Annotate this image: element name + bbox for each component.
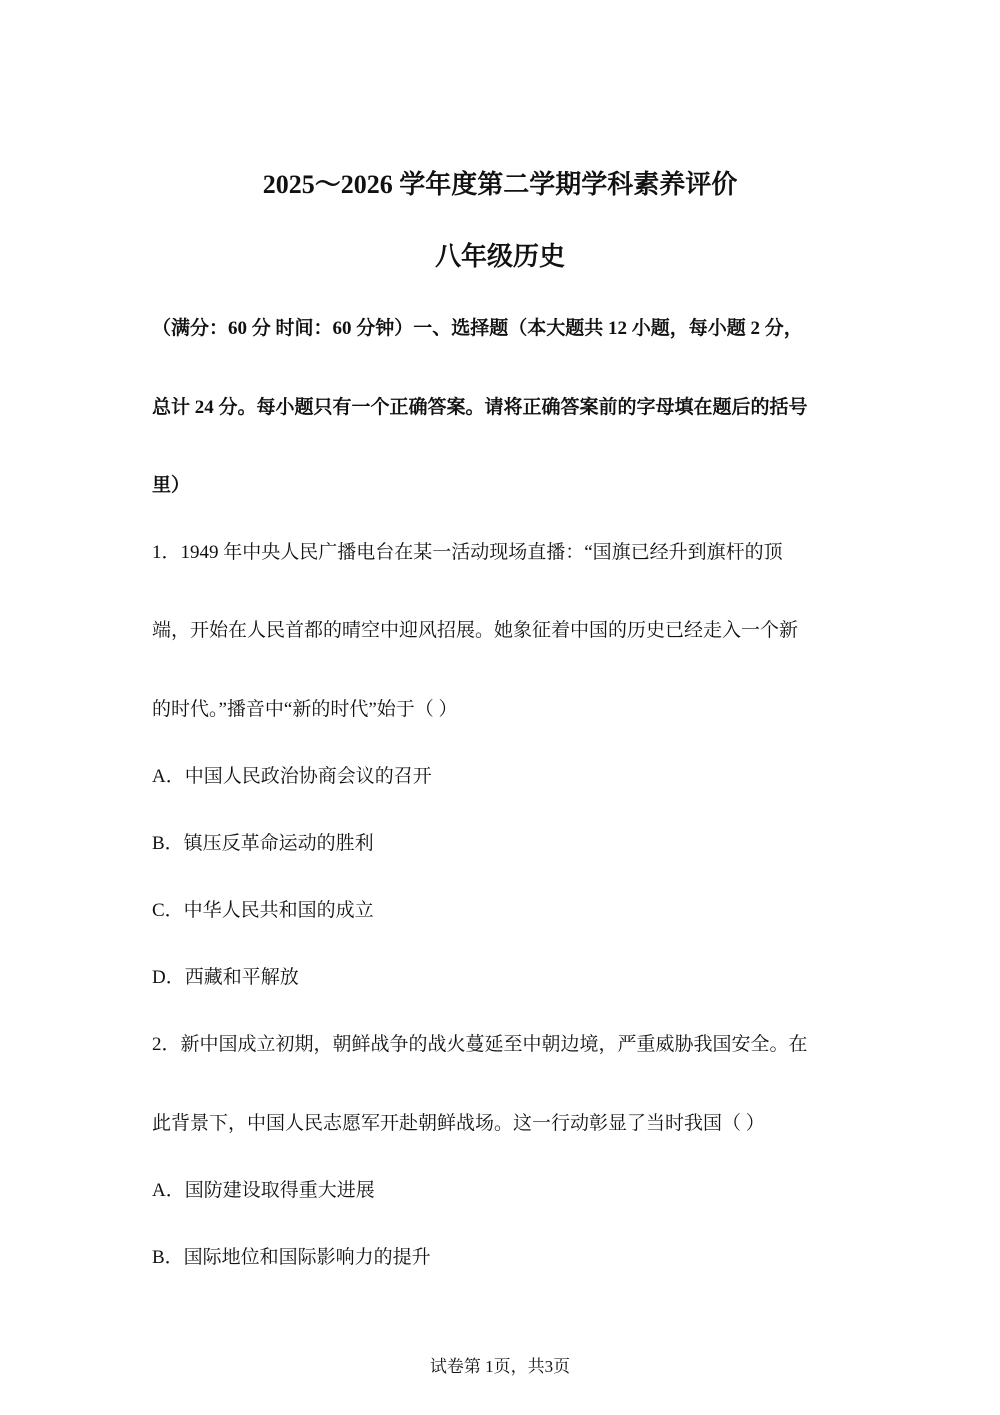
question-1-option-d: D．西藏和平解放 — [152, 967, 299, 988]
question-1-stem-line: 的时代。”播音中“新的时代”始于（ ） — [152, 699, 458, 720]
question-1-option-a: A．中国人民政治协商会议的召开 — [152, 766, 432, 787]
exam-title: 2025～2026 学年度第二学期学科素养评价 — [262, 170, 738, 199]
question-1-option-b: B．镇压反革命运动的胜利 — [152, 833, 374, 854]
page-footer: 试卷第 1页，共3页 — [429, 1357, 571, 1376]
question-2-stem-line: 此背景下，中国人民志愿军开赴朝鲜战场。这一行动彰显了当时我国（ ） — [152, 1113, 765, 1134]
exam-subtitle: 八年级历史 — [434, 242, 565, 271]
instructions-line: 里） — [152, 475, 191, 496]
question-1-stem-line: 端，开始在人民首都的晴空中迎风招展。她象征着中国的历史已经走入一个新 — [152, 620, 799, 641]
question-2-option-b: B．国际地位和国际影响力的提升 — [152, 1247, 431, 1268]
question-2-option-a: A．国防建设取得重大进展 — [152, 1180, 375, 1201]
instructions-line: 总计 24 分。每小题只有一个正确答案。请将正确答案前的字母填在题后的括号 — [152, 397, 808, 418]
question-2-stem-line: 2．新中国成立初期，朝鲜战争的战火蔓延至中朝边境，严重威胁我国安全。在 — [152, 1034, 808, 1055]
question-1-stem-line: 1．1949 年中央人民广播电台在某一活动现场直播：“国旗已经升到旗杆的顶 — [152, 542, 783, 563]
question-1-option-c: C．中华人民共和国的成立 — [152, 900, 374, 921]
instructions-line: （满分：60 分 时间：60 分钟）一、选择题（本大题共 12 小题，每小题 2 分， — [152, 318, 803, 339]
